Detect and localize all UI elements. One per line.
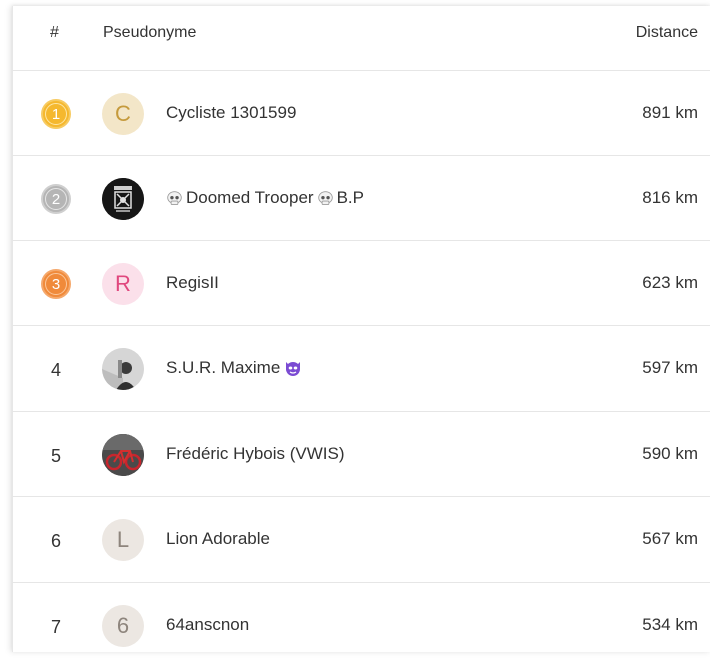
player-name-text: Doomed Trooper — [186, 188, 314, 207]
player-name-suffix: B.P — [336, 188, 364, 207]
rank-number: 1 — [45, 103, 67, 125]
avatar[interactable] — [102, 605, 144, 647]
rank-number: 5 — [50, 445, 61, 466]
rank-number: 7 — [50, 616, 61, 637]
player-name[interactable]: RegisII — [166, 273, 219, 292]
avatar[interactable] — [102, 348, 144, 390]
table-row[interactable] — [12, 155, 710, 240]
distance-value: 534 km — [642, 615, 698, 634]
distance-value: 623 km — [642, 273, 698, 292]
player-name[interactable]: Cycliste 1301599 — [166, 103, 297, 122]
avatar[interactable] — [102, 434, 144, 476]
avatar[interactable] — [102, 178, 144, 220]
rank-number: 6 — [50, 530, 61, 551]
player-name[interactable]: 64anscnon — [166, 615, 250, 634]
avatar-letter: C — [115, 101, 131, 126]
distance-value: 891 km — [642, 103, 698, 122]
table-row[interactable] — [12, 496, 710, 581]
distance-column-header[interactable]: Distance — [635, 24, 698, 41]
avatar-letter: 6 — [116, 613, 130, 638]
table-row[interactable] — [12, 325, 710, 410]
distance-value: 597 km — [642, 358, 698, 377]
bike-avatar-image — [102, 434, 144, 476]
pseudonym-column-header[interactable]: Pseudonyme — [103, 24, 197, 41]
player-name[interactable] — [166, 188, 364, 208]
rank-number: 2 — [45, 188, 67, 210]
player-name[interactable]: Frédéric Hybois (VWIS) — [166, 444, 345, 463]
table-row[interactable] — [12, 411, 710, 496]
rank-number: 4 — [50, 359, 61, 380]
table-row[interactable] — [12, 582, 710, 667]
avatar-letter: R — [115, 271, 131, 296]
player-name-text: S.U.R. Maxime — [166, 358, 281, 377]
rank-number: 3 — [45, 273, 67, 295]
skull-icon — [166, 190, 183, 207]
purple-imp-icon — [283, 358, 303, 378]
silver-medal-icon — [41, 184, 71, 214]
table-header — [12, 6, 710, 70]
player-name[interactable] — [166, 358, 303, 378]
rank-column-header: # — [50, 24, 59, 41]
table-row[interactable] — [12, 70, 710, 155]
player-name[interactable]: Lion Adorable — [166, 529, 270, 548]
table-row[interactable] — [12, 240, 710, 325]
distance-value: 816 km — [642, 188, 698, 207]
avatar[interactable] — [102, 519, 144, 561]
bronze-medal-icon — [41, 269, 71, 299]
avatar[interactable] — [102, 263, 144, 305]
distance-value: 567 km — [642, 529, 698, 548]
gold-medal-icon — [41, 99, 71, 129]
distance-value: 590 km — [642, 444, 698, 463]
trooper-avatar-image — [102, 178, 144, 220]
avatar[interactable] — [102, 93, 144, 135]
maxime-avatar-image — [102, 348, 144, 390]
skull-icon — [317, 190, 334, 207]
avatar-letter: L — [116, 527, 130, 552]
